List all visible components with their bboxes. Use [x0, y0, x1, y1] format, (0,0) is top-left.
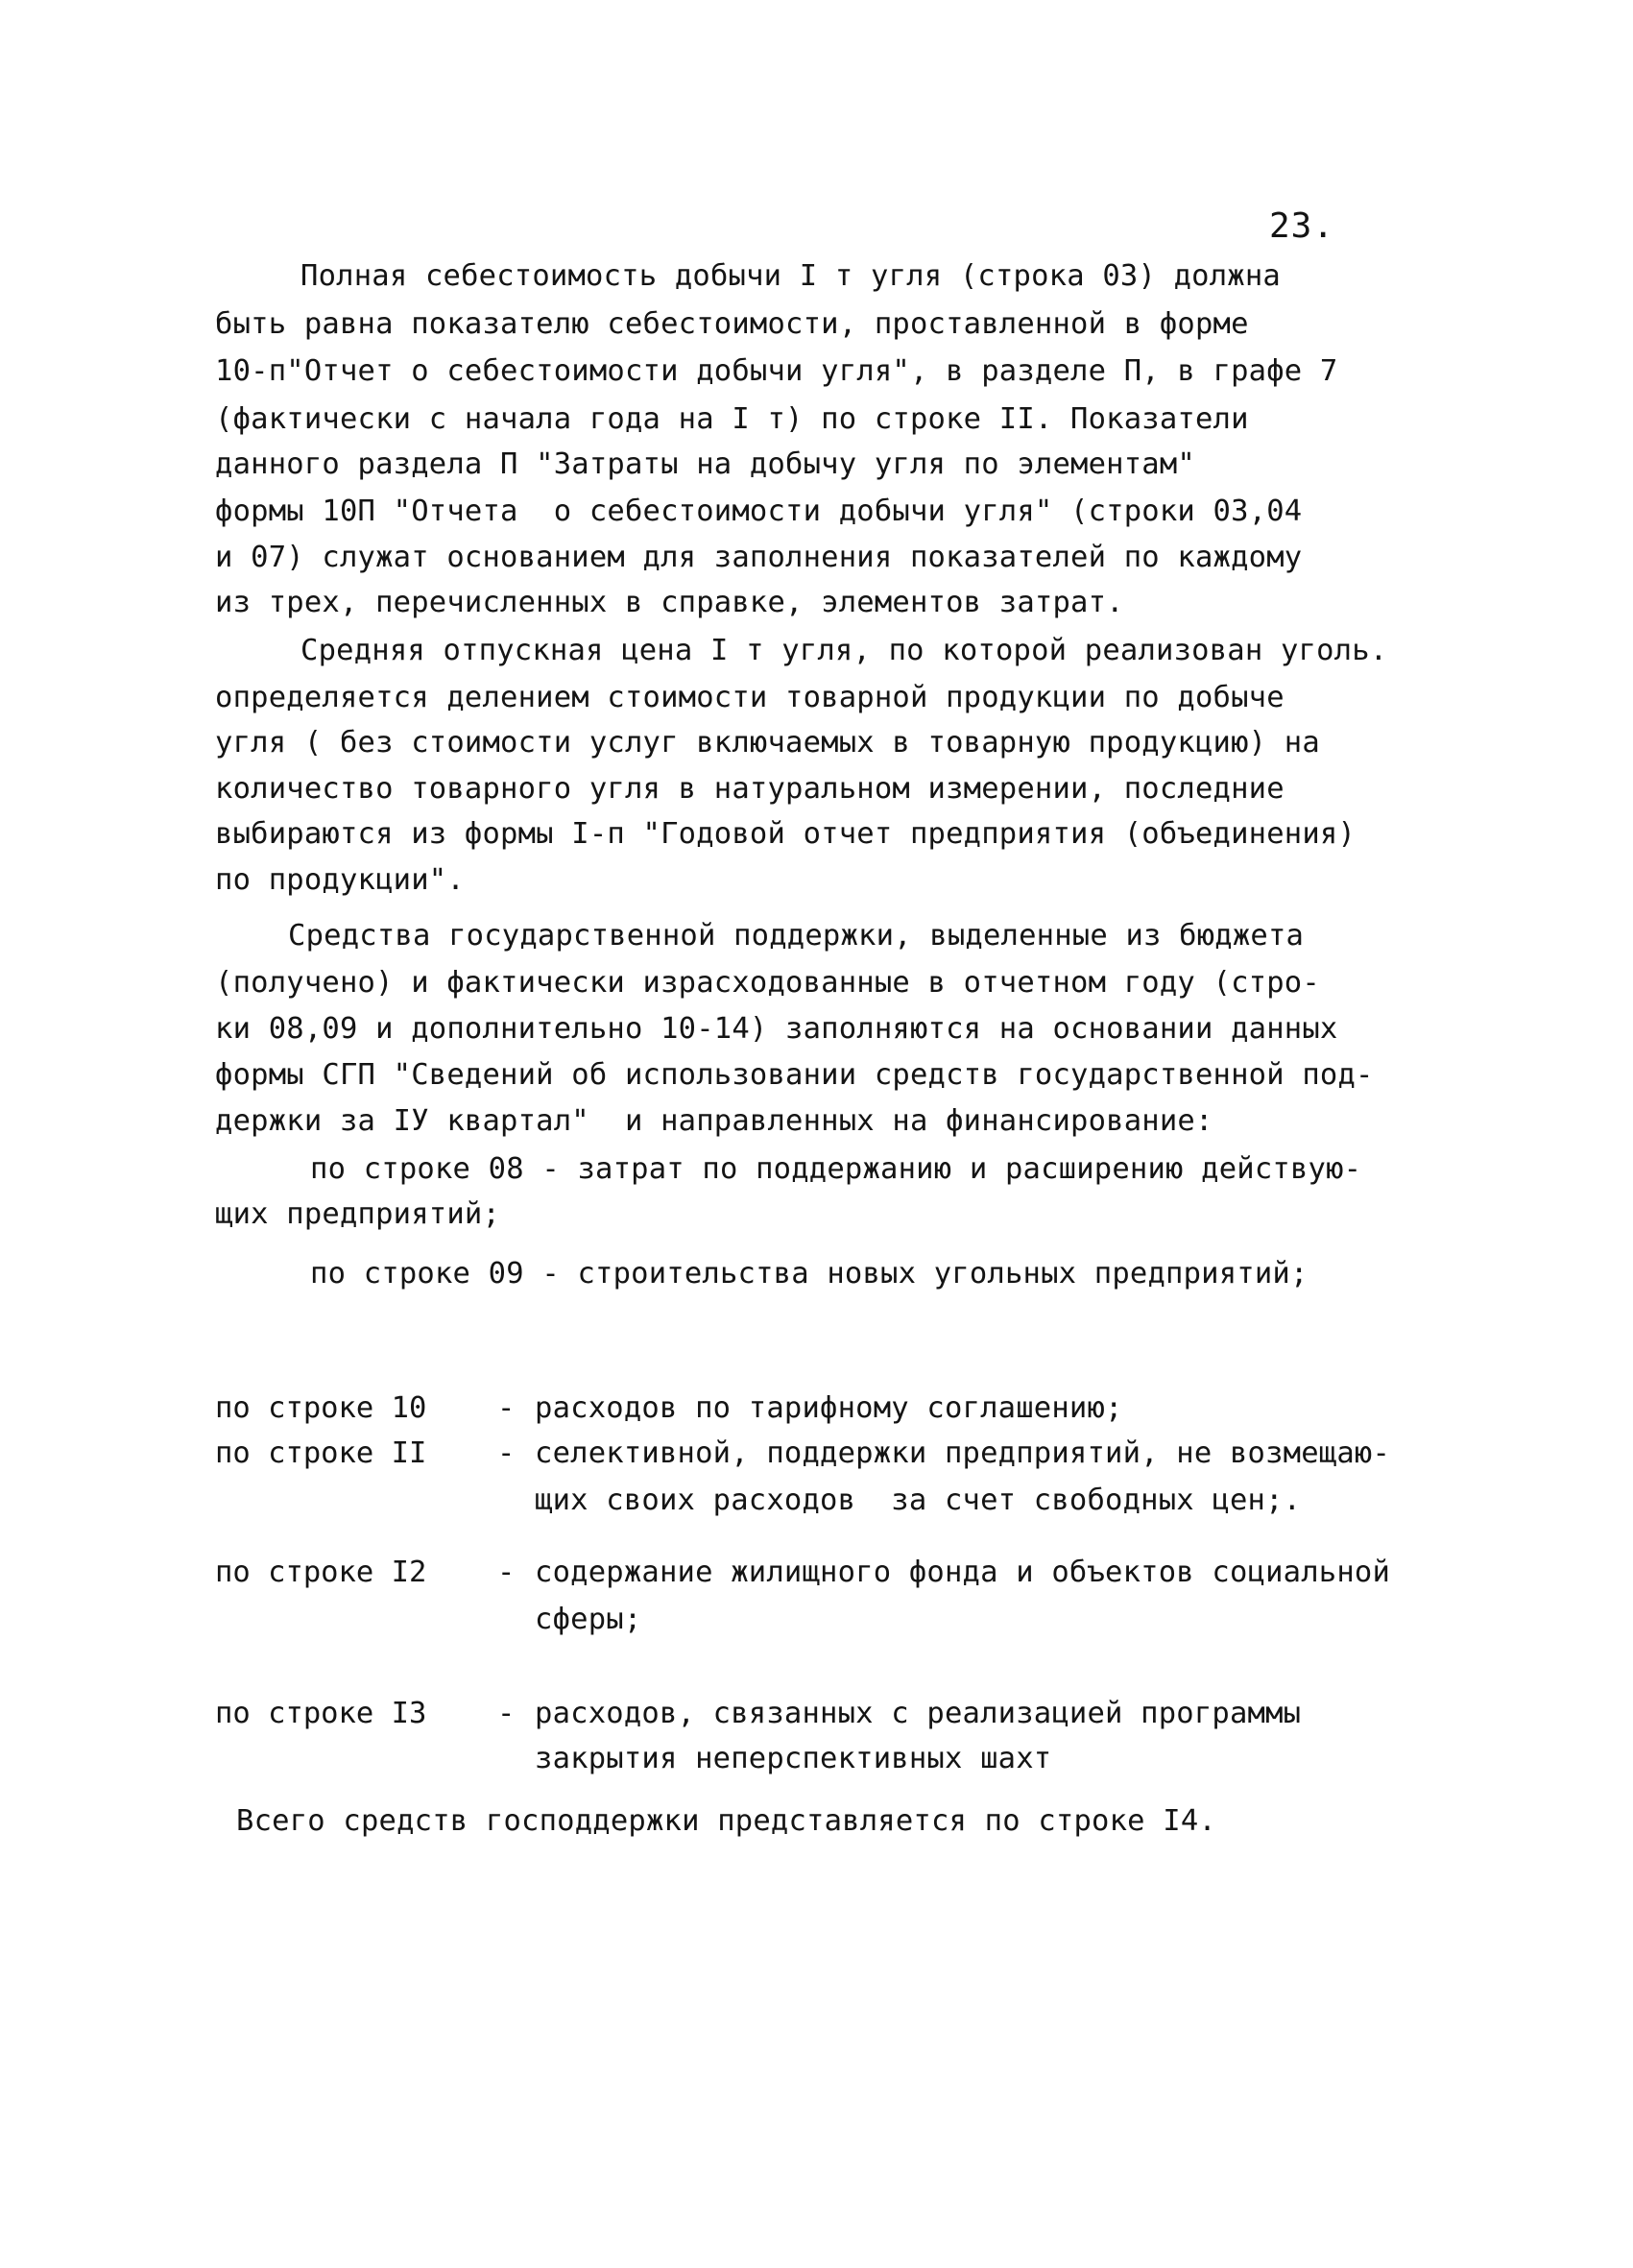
item-11-text-line-2: щих своих расходов за счет свободных цен;. — [535, 1484, 1302, 1517]
paragraph-1-line-6: формы 10П "Отчета о себестоимости добычи угля" (строки 03,04 — [215, 495, 1303, 528]
item-10-text-line-1: расходов по тарифному соглашению; — [535, 1391, 1123, 1425]
item-11-text-line-1: селективной, поддержки предприятий, не возмещаю- — [535, 1436, 1391, 1470]
paragraph-1-line-4: (фактически с начала года на I т) по строке II. Показатели — [215, 402, 1249, 436]
item-13-label: по строке I3 — [215, 1697, 427, 1730]
paragraph-2-line-1: Средняя отпускная цена I т угля, по которой реализован уголь. — [300, 634, 1388, 667]
paragraph-2-line-2: определяется делением стоимости товарной продукции по добыче — [215, 681, 1285, 714]
item-13-text-line-2: закрытия неперспективных шахт — [535, 1742, 1052, 1775]
paragraph-1-line-5: данного раздела П "Затраты на добычу угля по элементам" — [215, 447, 1195, 481]
paragraph-1-line-8: из трех, перечисленных в справке, элементов затрат. — [215, 586, 1124, 619]
item-13-dash: - — [497, 1697, 516, 1730]
paragraph-3-line-5: держки за IУ квартал" и направленных на финансирование: — [215, 1104, 1213, 1138]
item-12-text-line-1: содержание жилищного фонда и объектов социальной — [535, 1556, 1391, 1589]
item-12-text-line-2: сферы; — [535, 1603, 642, 1636]
item-13-text-line-1: расходов, связанных с реализацией программы — [535, 1697, 1302, 1730]
item-10-label: по строке 10 — [215, 1391, 427, 1425]
item-12-label: по строке I2 — [215, 1556, 427, 1589]
row-08-line-2: щих предприятий; — [215, 1197, 501, 1231]
paragraph-3-line-2: (получено) и фактически израсходованные в отчетном году (стро- — [215, 966, 1320, 1000]
paragraph-1-line-1: Полная себестоимость добычи I т угля (строка 03) должна — [300, 259, 1281, 293]
paragraph-3-line-3: ки 08,09 и дополнительно 10-14) заполняются на основании данных — [215, 1012, 1338, 1046]
total-line: Всего средств господдержки представляется по строке I4. — [236, 1804, 1216, 1838]
item-12-dash: - — [497, 1556, 516, 1589]
paragraph-2-line-6: по продукции". — [215, 863, 465, 897]
row-09-line: по строке 09 - строительства новых угольных предприятий; — [310, 1257, 1309, 1291]
item-11-label: по строке II — [215, 1436, 427, 1470]
paragraph-2-line-3: угля ( без стоимости услуг включаемых в товарную продукцию) на — [215, 726, 1320, 760]
paragraph-2-line-5: выбираются из формы I-п "Годовой отчет предприятия (объединения) — [215, 817, 1357, 851]
paragraph-3-line-1: Средства государственной поддержки, выделенные из бюджета — [288, 919, 1305, 953]
paragraph-1-line-7: и 07) служат основанием для заполнения показателей по каждому — [215, 541, 1303, 574]
item-10-dash: - — [497, 1391, 516, 1425]
paragraph-2-line-4: количество товарного угля в натуральном измерении, последние — [215, 772, 1285, 806]
paragraph-1-line-2: быть равна показателю себестоимости, проставленной в форме — [215, 307, 1249, 341]
row-08-line-1: по строке 08 - затрат по поддержанию и расширению действую- — [310, 1152, 1362, 1186]
item-11-dash: - — [497, 1436, 516, 1470]
paragraph-1-line-3: 10-п"Отчет о себестоимости добычи угля", в разделе П, в графе 7 — [215, 354, 1338, 388]
paragraph-3-line-4: формы СГП "Сведений об использовании средств государственной под- — [215, 1058, 1374, 1092]
page-number: 23. — [1269, 206, 1335, 246]
